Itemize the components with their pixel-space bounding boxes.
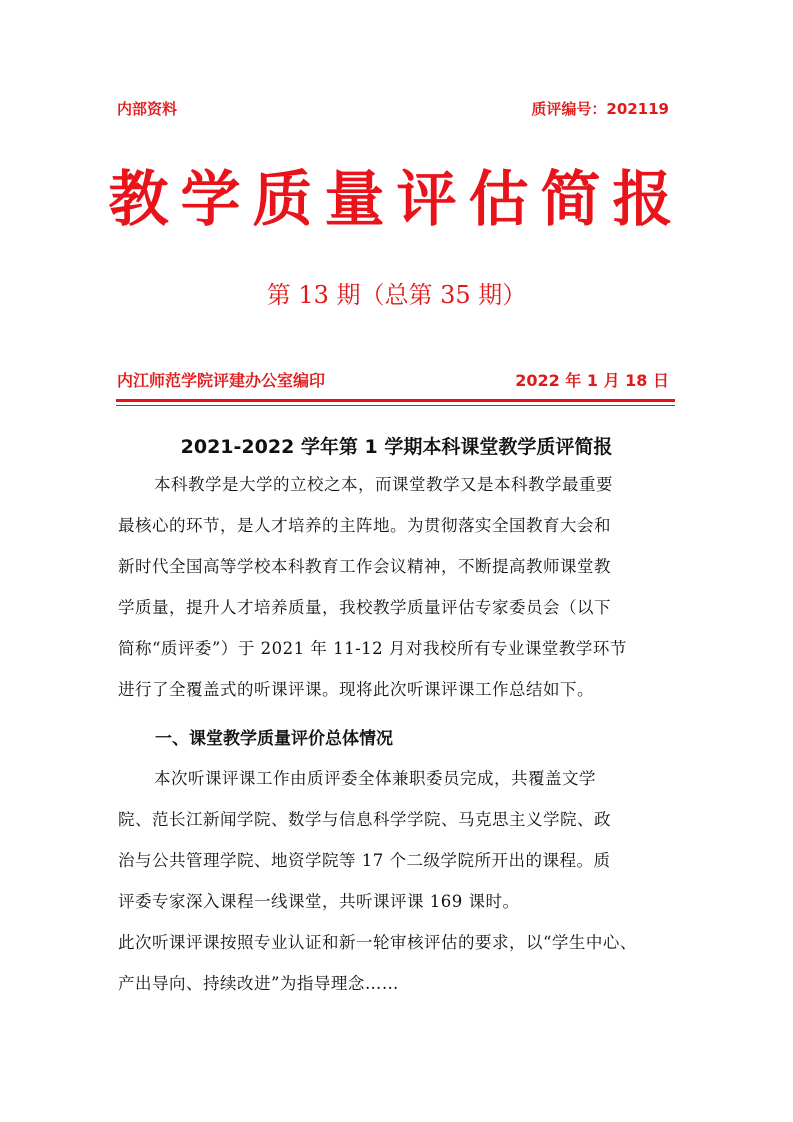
publisher-row <box>117 366 669 392</box>
article-title: 2021-2022 学年第 1 学期本科课堂教学质评简报 <box>180 436 613 458</box>
paragraph-line: 简称“质评委”）于 2021 年 11-12 月对我校所有专业课堂教学环节 <box>118 639 627 658</box>
paragraph-line: 本科教学是大学的立校之本，而课堂教学又是本科教学最重要 <box>154 475 613 494</box>
intro-paragraph <box>118 464 670 710</box>
header-divider-thick <box>116 399 675 402</box>
evaluation-number: 质评编号：202119 <box>531 99 669 118</box>
publisher-office: 内江师范学院评建办公室编印 <box>117 370 326 390</box>
internal-material-label: 内部资料 <box>117 99 178 118</box>
paragraph-line: 产出导向、持续改进”为指导理念…… <box>118 974 399 993</box>
paragraph-line: 学质量，提升人才培养质量，我校教学质量评估专家委员会（以下 <box>118 598 611 617</box>
paragraph-line: 新时代全国高等学校本科教育工作会议精神，不断提高教师课堂教 <box>118 557 611 576</box>
issue-number: 第 13 期（总第 35 期） <box>266 281 527 309</box>
publish-date: 2022 年 1 月 18 日 <box>515 370 669 390</box>
paragraph-line: 院、范长江新闻学院、数学与信息科学学院、马克思主义学院、政 <box>118 810 611 829</box>
paragraph-line: 进行了全覆盖式的听课评课。现将此次听课评课工作总结如下。 <box>118 680 594 699</box>
paragraph-line: 本次听课评课工作由质评委全体兼职委员完成，共覆盖文学 <box>154 769 596 788</box>
header-row <box>117 96 669 120</box>
section1-paragraph <box>118 758 670 922</box>
paragraph-line: 评委专家深入课程一线课堂，共听课评课 169 课时。 <box>118 892 520 911</box>
paragraph-line: 此次听课评课按照专业认证和新一轮审核评估的要求，以“学生中心、 <box>118 933 637 952</box>
section-heading: 一、课堂教学质量评价总体情况 <box>155 729 393 749</box>
header-divider-thin <box>116 405 675 406</box>
paragraph-line: 最核心的环节，是人才培养的主阵地。为贯彻落实全国教育大会和 <box>118 516 611 535</box>
section1-extra-paragraph <box>118 922 670 1004</box>
paragraph-line: 治与公共管理学院、地资学院等 17 个二级学院所开出的课程。质 <box>118 851 611 870</box>
bulletin-title: 教学质量评估简报 <box>108 165 685 235</box>
